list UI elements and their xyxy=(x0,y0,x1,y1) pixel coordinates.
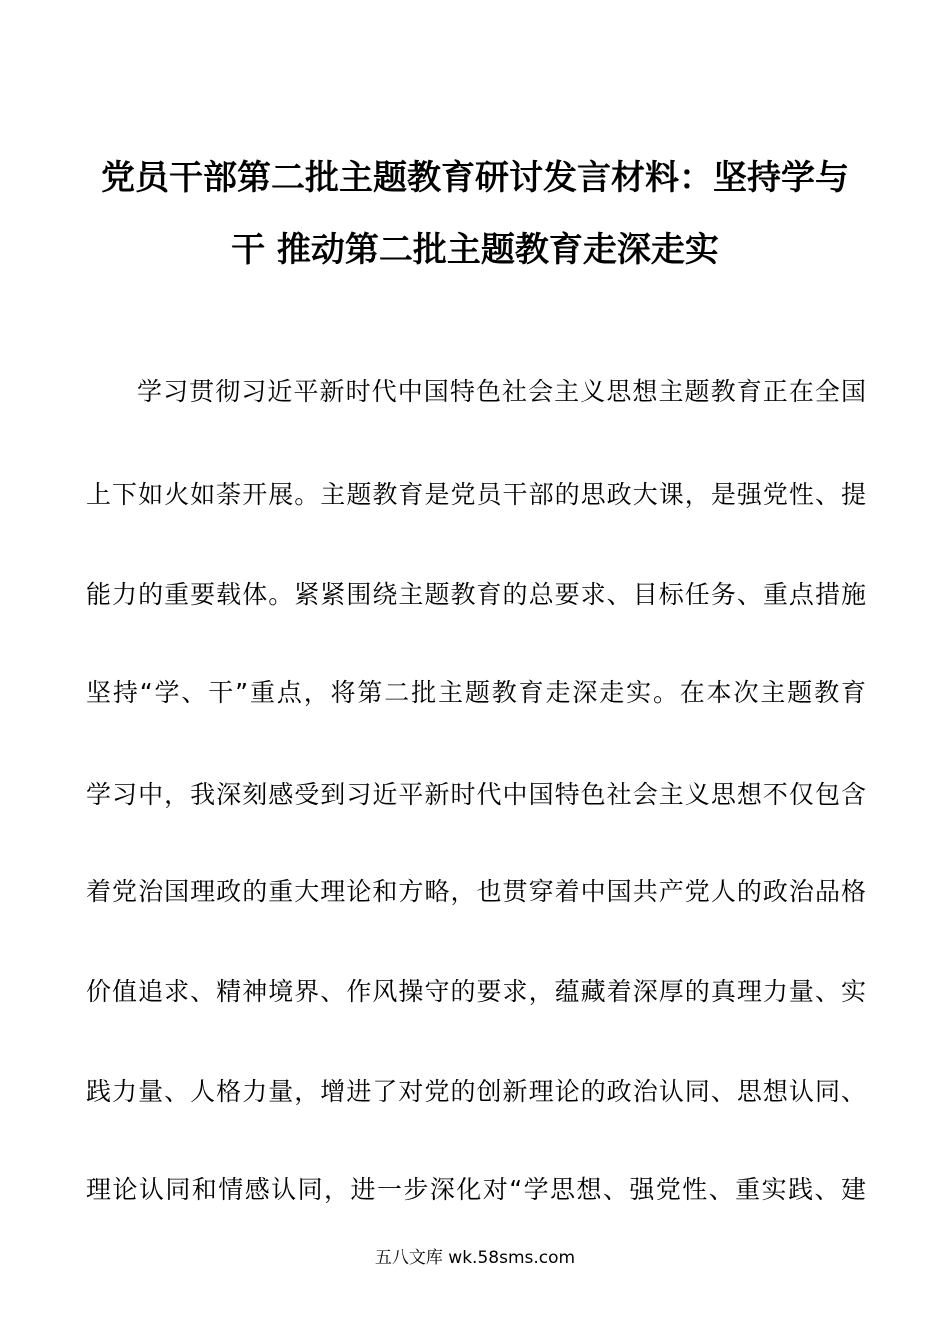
document-title-line-2: 干 推动第二批主题教育走深走实 xyxy=(231,230,719,270)
paragraph-line: 学习贯彻习近平新时代中国特色社会主义思想主题教育正在全国 xyxy=(137,377,866,406)
paragraph-line: 学习中，我深刻感受到习近平新时代中国特色社会主义思想不仅包含 xyxy=(86,780,866,809)
paragraph-line: 价值追求、精神境界、作风操守的要求，蕴藏着深厚的真理力量、实 xyxy=(86,977,866,1006)
paragraph-line: 坚持“学、干”重点，将第二批主题教育走深走实。在本次主题教育 xyxy=(86,678,866,707)
paragraph-line: 着党治国理政的重大理论和方略，也贯穿着中国共产党人的政治品格 xyxy=(86,877,866,906)
paragraph-line: 理论认同和情感认同，进一步深化对“学思想、强党性、重实践、建 xyxy=(86,1175,866,1204)
footer-watermark-text: 五八文库 wk.58sms.com xyxy=(374,1248,576,1268)
paragraph-line: 能力的重要载体。紧紧围绕主题教育的总要求、目标任务、重点措施 xyxy=(86,580,866,609)
document-title-line-1: 党员干部第二批主题教育研讨发言材料：坚持学与 xyxy=(101,158,849,198)
paragraph-line: 上下如火如荼开展。主题教育是党员干部的思政大课，是强党性、提 xyxy=(86,480,866,509)
paragraph-line: 践力量、人格力量，增进了对党的创新理论的政治认同、思想认同、 xyxy=(86,1077,866,1106)
